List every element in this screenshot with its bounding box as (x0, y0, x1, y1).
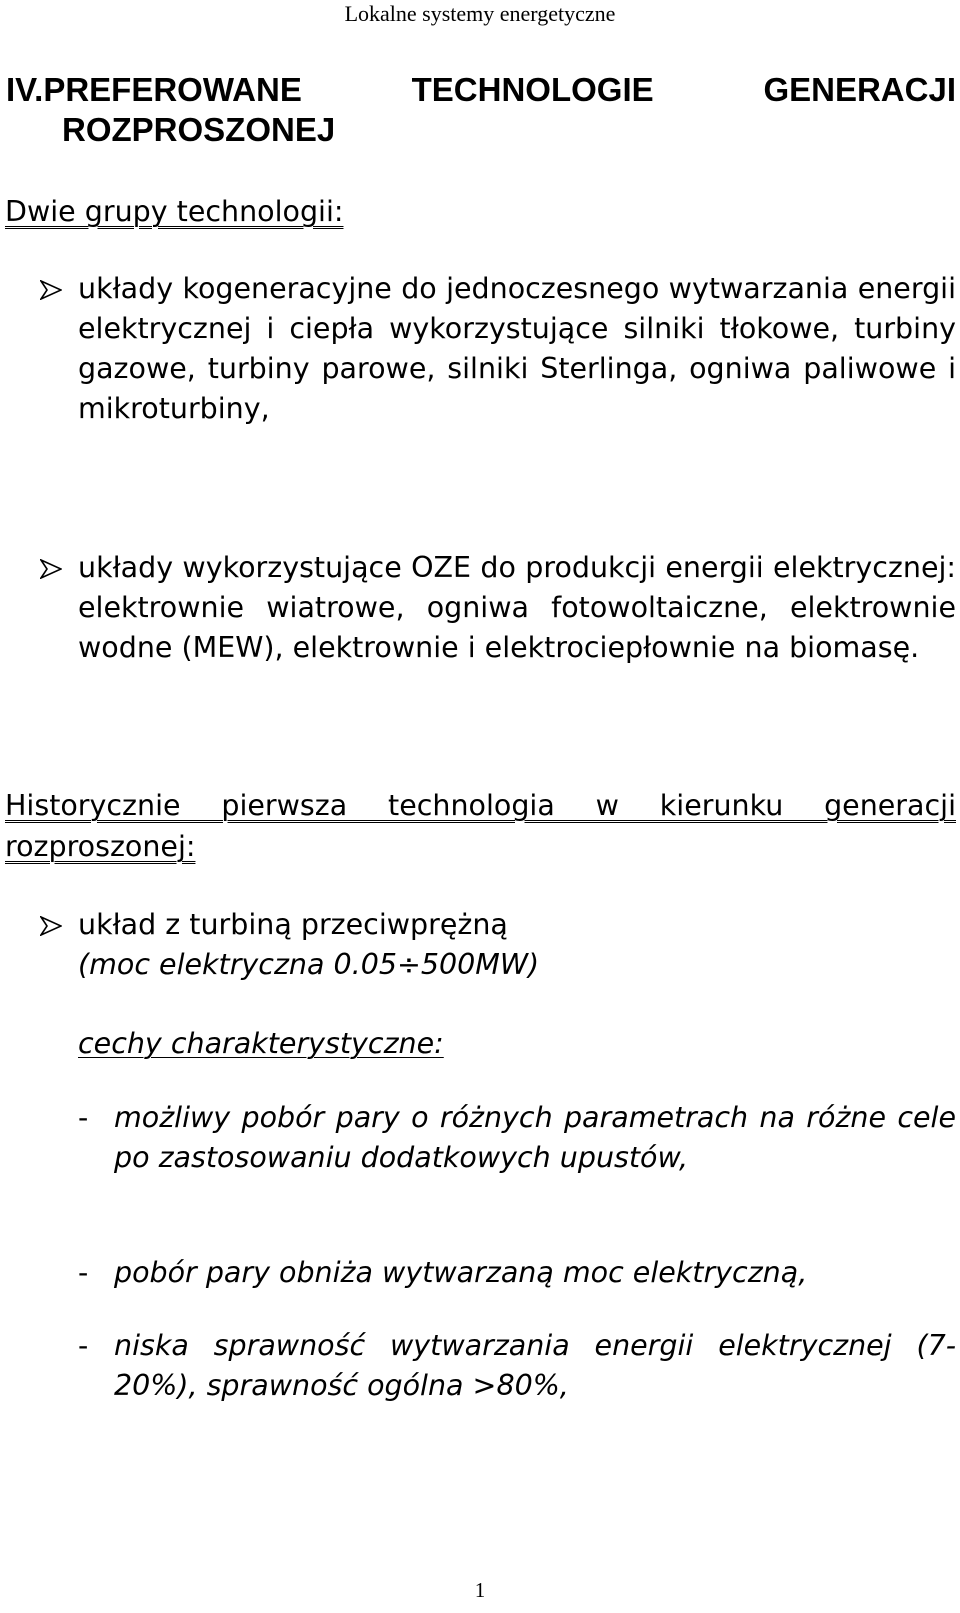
feature-text: pobór pary obniża wytwarzaną moc elektryczną, (114, 1256, 808, 1289)
running-header: Lokalne systemy energetyczne (344, 1, 616, 26)
list-item (40, 548, 956, 668)
groups-heading: Dwie grupy technologii: (5, 195, 344, 228)
turbine-label: układ z turbiną przeciwprężną (78, 908, 508, 941)
arrow-bullet-icon (40, 916, 62, 936)
list-item-text (78, 905, 956, 985)
feature-item (78, 1098, 956, 1178)
title-word-2: TECHNOLOGIE (411, 71, 654, 108)
feature-text: niska sprawność wytwarzania energii elektrycznej (7-20%), sprawność ogólna >80%, (114, 1329, 956, 1402)
feature-item (78, 1326, 956, 1406)
page-number: 1 (474, 1578, 486, 1602)
list-item (40, 905, 956, 985)
title-line-2: ROZPROSZONEJ (62, 111, 336, 148)
feature-text: możliwy pobór pary o różnych parametrach na różne cele po zastosowaniu dodatkowych upustów, (114, 1101, 956, 1174)
title-word-1: IV.PREFEROWANE (6, 71, 302, 108)
turbine-power: (moc elektryczna 0.05÷500MW) (78, 948, 540, 981)
list-item (40, 269, 956, 429)
dash-marker: - (78, 1329, 89, 1362)
features-heading: cechy charakterystyczne: (78, 1027, 444, 1060)
title-word-3: GENERACJI (763, 71, 956, 108)
history-heading: Historycznie pierwsza technologia w kierunku generacji rozproszonej: (5, 789, 956, 863)
dash-marker: - (78, 1101, 89, 1134)
dash-marker: - (78, 1256, 89, 1289)
list-item-text: układy kogeneracyjne do jednoczesnego wytwarzania energii elektrycznej i ciepła wykorzystujące silniki tłokowe, turbiny gazowe, turbiny parowe, silniki Sterlinga, ogniwa paliwowe i mikroturbiny, (78, 272, 956, 425)
arrow-bullet-icon (40, 559, 62, 579)
list-item-text: układy wykorzystujące OZE do produkcji energii elektrycznej: elektrownie wiatrowe, ogniwa fotowoltaiczne, elektrownie wodne (MEW), elektrownie i elektrociepłownie na biomasę. (78, 551, 956, 664)
chapter-title (6, 70, 956, 150)
arrow-bullet-icon (40, 280, 62, 300)
feature-item (78, 1253, 956, 1293)
